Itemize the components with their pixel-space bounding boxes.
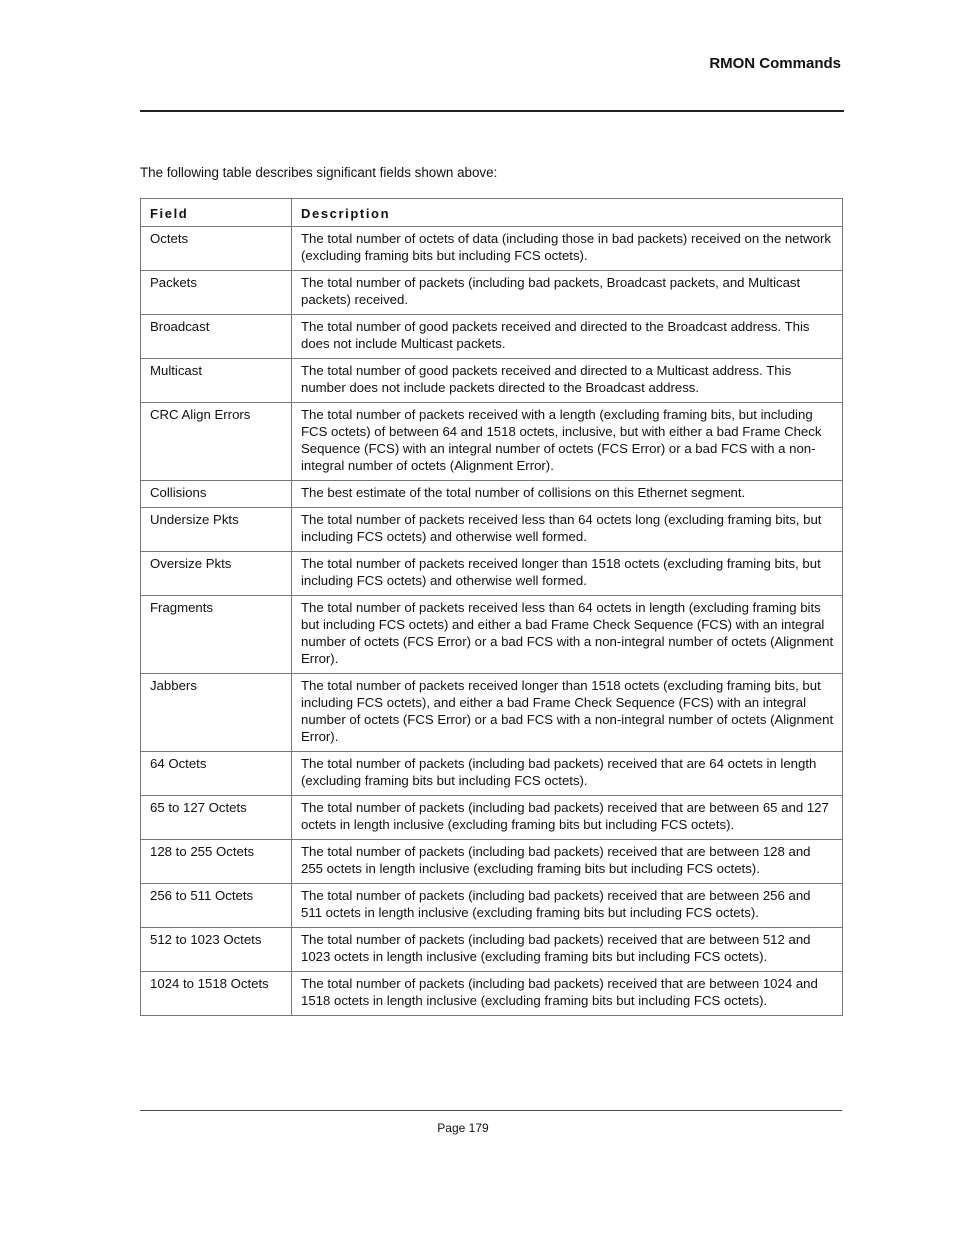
field-name: Collisions [141, 481, 292, 508]
table-row [141, 796, 843, 840]
column-header-description: Description [292, 199, 843, 227]
field-name: Octets [141, 227, 292, 271]
table-row [141, 271, 843, 315]
table-row [141, 840, 843, 884]
table-row [141, 596, 843, 674]
field-name: Fragments [141, 596, 292, 674]
field-name: CRC Align Errors [141, 403, 292, 481]
field-name: Oversize Pkts [141, 552, 292, 596]
table-row [141, 403, 843, 481]
table-row [141, 481, 843, 508]
field-description: The total number of packets (including bad packets) received that are 64 octets in length (excluding framing bits but including FCS octets). [292, 752, 843, 796]
field-description: The total number of packets (including bad packets) received that are between 65 and 127 octets in length inclusive (excluding framing bits but including FCS octets). [292, 796, 843, 840]
field-name: 256 to 511 Octets [141, 884, 292, 928]
footer-divider [140, 1110, 842, 1111]
fields-table [140, 198, 843, 1016]
table-row [141, 928, 843, 972]
field-description: The total number of packets (including bad packets, Broadcast packets, and Multicast packets) received. [292, 271, 843, 315]
table-row [141, 227, 843, 271]
table-row [141, 884, 843, 928]
field-description: The total number of packets (including bad packets) received that are between 1024 and 1518 octets in length inclusive (excluding framing bits but including FCS octets). [292, 972, 843, 1016]
field-description: The total number of good packets received and directed to the Broadcast address. This does not include Multicast packets. [292, 315, 843, 359]
field-description: The total number of packets received longer than 1518 octets (excluding framing bits, but including FCS octets), and either a bad Frame Check Sequence (FCS) with an integral number of octets (FCS Error) or a bad FCS with a non-integral number of octets (Alignment Error). [292, 674, 843, 752]
field-name: Multicast [141, 359, 292, 403]
field-description: The best estimate of the total number of collisions on this Ethernet segment. [292, 481, 843, 508]
field-description: The total number of packets (including bad packets) received that are between 512 and 1023 octets in length inclusive (excluding framing bits but including FCS octets). [292, 928, 843, 972]
table-row [141, 508, 843, 552]
table-row [141, 674, 843, 752]
table-header-row [141, 199, 843, 227]
field-description: The total number of packets received less than 64 octets in length (excluding framing bits but including FCS octets) and either a bad Frame Check Sequence (FCS) with an integral number of octets (FCS Error) or a bad FCS with a non-integral number of octets (Alignment Error). [292, 596, 843, 674]
field-description: The total number of packets received with a length (excluding framing bits, but including FCS octets) of between 64 and 1518 octets, inclusive, but with either a bad Frame Check Sequence (FCS) with an integral number of octets (FCS Error) or a bad FCS with a non-integral number of octets (Alignment Error). [292, 403, 843, 481]
field-description: The total number of packets received longer than 1518 octets (excluding framing bits, but including FCS octets) and otherwise well formed. [292, 552, 843, 596]
field-description: The total number of packets (including bad packets) received that are between 256 and 511 octets in length inclusive (excluding framing bits but including FCS octets). [292, 884, 843, 928]
table-row [141, 972, 843, 1016]
field-description: The total number of packets (including bad packets) received that are between 128 and 255 octets in length inclusive (excluding framing bits but including FCS octets). [292, 840, 843, 884]
table-row [141, 315, 843, 359]
field-name: Undersize Pkts [141, 508, 292, 552]
field-name: Broadcast [141, 315, 292, 359]
field-name: 128 to 255 Octets [141, 840, 292, 884]
field-description: The total number of packets received less than 64 octets long (excluding framing bits, but including FCS octets) and otherwise well formed. [292, 508, 843, 552]
field-name: 64 Octets [141, 752, 292, 796]
column-header-field: Field [141, 199, 292, 227]
field-name: 512 to 1023 Octets [141, 928, 292, 972]
table-row [141, 752, 843, 796]
table-row [141, 552, 843, 596]
page-number: Page 179 [437, 1121, 489, 1135]
field-name: Jabbers [141, 674, 292, 752]
table-row [141, 359, 843, 403]
field-name: 65 to 127 Octets [141, 796, 292, 840]
header-divider [140, 110, 844, 112]
field-name: 1024 to 1518 Octets [141, 972, 292, 1016]
field-name: Packets [141, 271, 292, 315]
field-description: The total number of good packets received and directed to a Multicast address. This number does not include packets directed to the Broadcast address. [292, 359, 843, 403]
intro-text: The following table describes significant fields shown above: [140, 165, 498, 180]
page-header-title: RMON Commands [709, 55, 841, 72]
field-description: The total number of octets of data (including those in bad packets) received on the network (excluding framing bits but including FCS octets). [292, 227, 843, 271]
